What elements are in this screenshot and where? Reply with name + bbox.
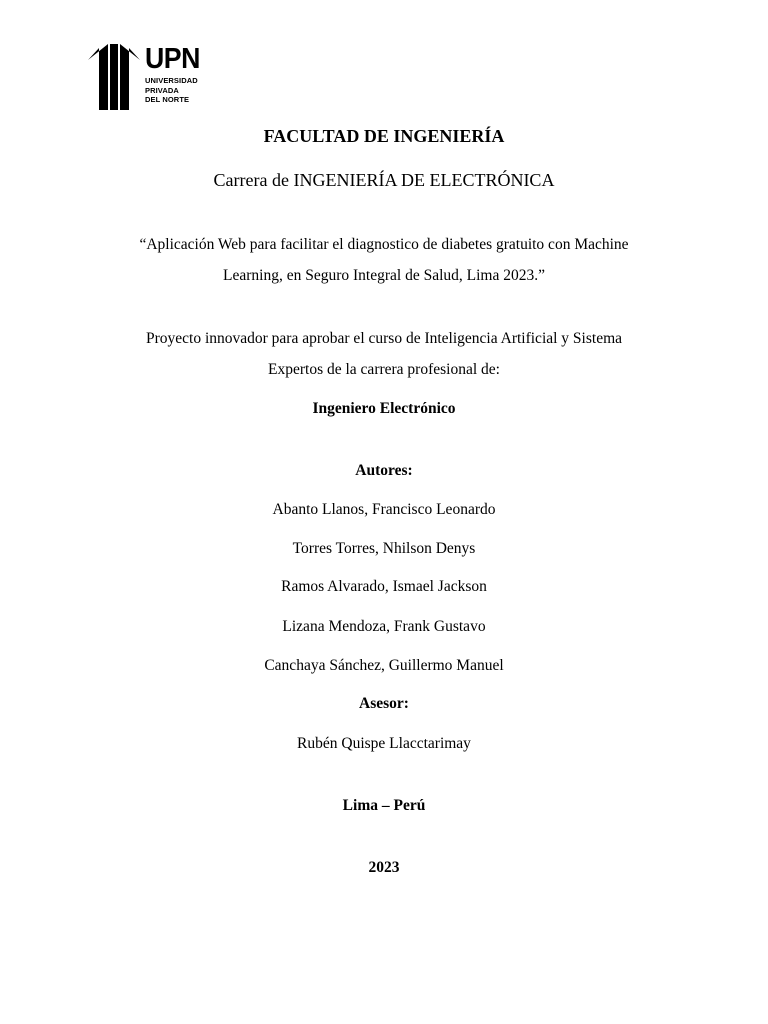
logo-sub-line: UNIVERSIDAD — [145, 76, 198, 85]
logo-brand: UPN — [145, 43, 200, 75]
author-name: Canchaya Sánchez, Guillermo Manuel — [264, 657, 504, 674]
logo-subtitle — [145, 76, 198, 105]
year-text: 2023 — [368, 859, 400, 876]
place-text: Lima – Perú — [342, 797, 426, 814]
author-name: Lizana Mendoza, Frank Gustavo — [282, 618, 486, 635]
degree-title: Ingeniero Electrónico — [312, 400, 456, 417]
author-name: Abanto Llanos, Francisco Leonardo — [272, 501, 496, 518]
project-description-line-2: Expertos de la carrera profesional de: — [268, 361, 500, 378]
career-heading: Carrera de INGENIERÍA DE ELECTRÓNICA — [213, 170, 555, 190]
faculty-heading: FACULTAD DE INGENIERÍA — [263, 126, 505, 146]
upn-arrow-icon — [88, 44, 140, 110]
authors-label: Autores: — [355, 462, 413, 479]
project-description-line-1: Proyecto innovador para aprobar el curso de Inteligencia Artificial y Sistema — [145, 330, 623, 347]
thesis-title-line-2: Learning, en Seguro Integral de Salud, Lima 2023.” — [223, 267, 545, 284]
thesis-title-line-1: “Aplicación Web para facilitar el diagnostico de diabetes gratuito con Machine — [139, 236, 629, 253]
author-name: Ramos Alvarado, Ismael Jackson — [281, 578, 487, 595]
advisor-name: Rubén Quispe Llacctarimay — [297, 735, 471, 752]
advisor-label: Asesor: — [359, 695, 409, 712]
author-name: Torres Torres, Nhilson Denys — [292, 540, 476, 557]
logo-sub-line: DEL NORTE — [145, 95, 190, 104]
university-logo — [88, 44, 200, 112]
logo-sub-line: PRIVADA — [145, 85, 179, 95]
